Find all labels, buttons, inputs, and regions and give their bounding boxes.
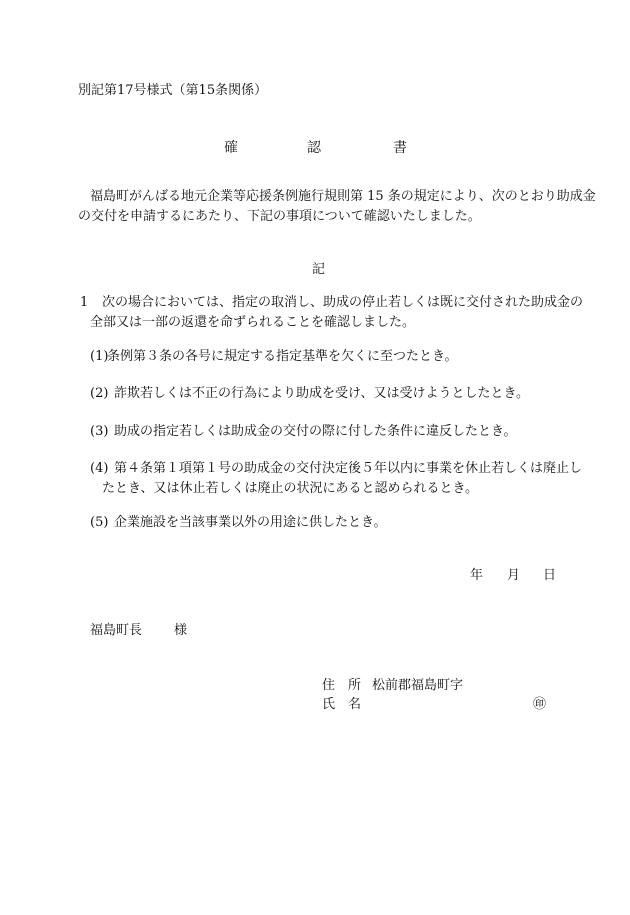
item-text: 条例第３条の各号に規定する指定基準を欠くに至つたとき。 — [107, 349, 458, 364]
item-text: 企業施設を当該事業以外の用途に供したとき。 — [114, 515, 387, 530]
date-year: 年 — [470, 568, 484, 583]
ki-heading: 記 — [312, 262, 326, 277]
item-text: 助成の指定若しくは助成金の交付の際に付した条件に違反したとき。 — [114, 424, 517, 439]
date-day: 日 — [543, 568, 557, 583]
item-text-continued: たとき、又は休止若しくは廃止の状況にあると認められるとき。 — [102, 481, 478, 496]
section-line-2: 全部又は一部の返還を命ずられることを確認しました。 — [90, 315, 416, 330]
date-month: 月 — [507, 568, 521, 583]
item-text: 第４条第１項第１号の助成金の交付決定後５年以内に事業を休止若しくは廃止し — [114, 461, 583, 476]
name-label: 氏 名 — [322, 697, 362, 712]
title-char-1: 確 — [224, 140, 238, 156]
intro-line-1: 福島町がんばる地元企業等応援条例施行規則第 15 条の規定により、次のとおり助成金 — [90, 189, 596, 204]
item-number: (3) — [90, 424, 109, 439]
addressee-name: 福島町長 — [90, 623, 143, 638]
item-number: (5) — [90, 515, 109, 530]
intro-line-2: の交付を申請するにあたり、下記の事項について確認いたしました。 — [78, 209, 481, 224]
item-number: (4) — [90, 461, 109, 476]
item-number: (2) — [90, 386, 109, 401]
item-number: (1) — [90, 349, 109, 364]
section-number: 1 — [80, 295, 89, 310]
addressee-honorific: 様 — [174, 623, 188, 638]
address-value: 松前郡福島町字 — [372, 678, 464, 693]
address-label: 住 所 — [322, 678, 362, 693]
seal-mark: ㊞ — [533, 697, 547, 712]
title-char-2: 認 — [307, 140, 321, 156]
title-char-3: 書 — [393, 140, 407, 156]
item-text: 詐欺若しくは不正の行為により助成を受け、又は受けようとしたとき。 — [114, 386, 529, 401]
form-label: 別記第17号様式（第15条関係） — [78, 83, 268, 98]
section-line-1: 次の場合においては、指定の取消し、助成の停止若しくは既に交付された助成金の — [102, 295, 584, 310]
